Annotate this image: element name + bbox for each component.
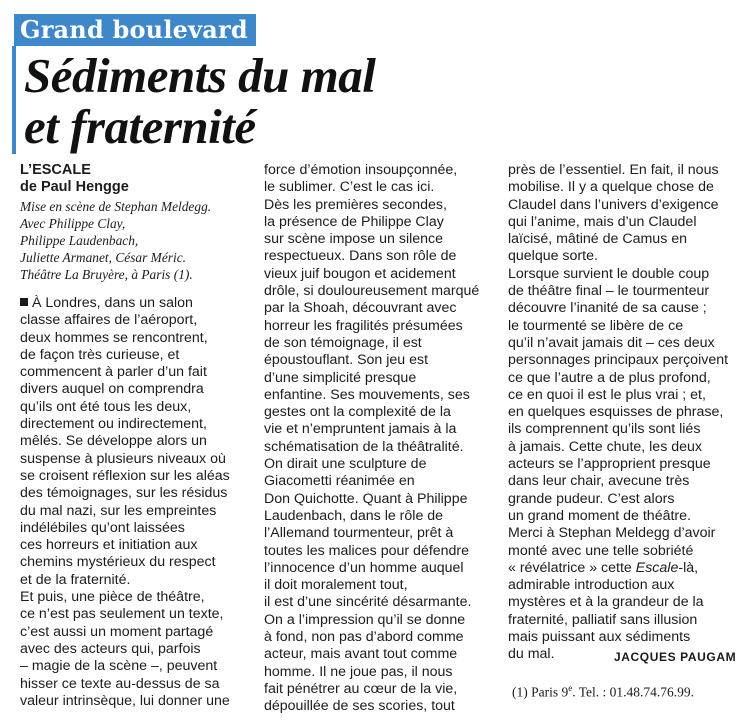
column-1-body xyxy=(20,295,242,710)
text-line: indélébiles qu’ont laissées xyxy=(20,519,185,536)
text-line: respectueux. Dans son rôle de xyxy=(264,248,457,265)
credit-line: Mise en scène de Stephan Meldegg. xyxy=(20,199,212,214)
text-line: fraternité, palliatif sans illusion xyxy=(508,611,698,628)
text-line: des témoignages, sur les résidus xyxy=(20,485,228,502)
text-line: époustouflant. Son jeu est xyxy=(264,352,429,369)
text-line: dépouillée de ses scories, tout xyxy=(264,698,455,715)
text-line: deux hommes se rencontrent, xyxy=(20,329,208,346)
text-fragment: -là, xyxy=(678,559,699,576)
text-line: ils comprennent qu’ils sont liés xyxy=(508,421,701,438)
text-line: l’innocence d’un homme auquel xyxy=(264,559,464,576)
text-line: On dirait une sculpture de xyxy=(264,456,427,473)
text-line: mêlés. Se développe alors un xyxy=(20,433,207,450)
text-line: qui l’anime, mais d’un Claudel xyxy=(508,213,697,230)
column-3-body xyxy=(508,162,730,664)
text-line: horreur les fragilités présumées xyxy=(264,317,463,334)
text-line: il doit moralement tout, xyxy=(264,577,408,594)
text-line: vieux juif bougon et acidement xyxy=(264,265,456,282)
text-line: un grand moment de théâtre. xyxy=(508,507,691,524)
text-line: avec des acteurs qui, parfois xyxy=(20,640,201,657)
text-line: d’une simplicité presque xyxy=(264,369,417,386)
footnote xyxy=(512,683,694,701)
text-line: mobilise. Il y a quelque chose de xyxy=(508,179,714,196)
paragraph-square-icon xyxy=(20,298,28,306)
play-name-italic: Escale xyxy=(635,559,679,576)
text-line: de son témoignage, il est xyxy=(264,334,422,351)
headline-line-2: et fraternité xyxy=(24,99,256,154)
column-2-body xyxy=(264,162,486,716)
text-line: du mal nazi, sur les empreintes xyxy=(20,502,217,519)
text-line: Lorsque survient le double coup xyxy=(508,265,710,282)
text-line: classe affaires de l’aéroport, xyxy=(20,312,198,329)
text-line: force d’émotion insoupçonnée, xyxy=(264,162,458,178)
text-line: ce n’est pas seulement un texte, xyxy=(20,606,224,623)
text-line: ces horreurs et initiation aux xyxy=(20,537,198,554)
play-credits xyxy=(20,198,242,283)
text-line: vie et n’empruntent jamais à la xyxy=(264,421,457,438)
text-line xyxy=(508,560,730,577)
text-line: hisser ce texte au-dessus de sa xyxy=(20,675,220,692)
article-headline xyxy=(24,50,375,152)
text-line: suspense à plusieurs niveaux où xyxy=(20,450,226,467)
text-line xyxy=(20,295,242,312)
text-line: à fond, non pas d’abord comme xyxy=(264,629,464,646)
text-line: chemins mystérieux du respect xyxy=(20,554,216,571)
text-line: ce que l’autre a de plus profond, xyxy=(508,369,711,386)
text-line: valeur intrinsèque, lui donner une xyxy=(20,692,230,709)
text-line: dans leur chair, avecune très xyxy=(508,473,690,490)
footnote-prefix: (1) Paris 9 xyxy=(512,684,569,700)
text-line: sur scène impose un silence xyxy=(264,231,444,248)
play-name: L’ESCALE xyxy=(20,162,91,178)
text-line: homme. Il ne joue pas, il nous xyxy=(264,663,453,680)
text-line: Merci à Stephan Meldegg d’avoir xyxy=(508,525,716,542)
text-line: qu’il n’avait jamais dit – ces deux xyxy=(508,334,715,351)
text-line: se croisent réflexion sur les aléas xyxy=(20,467,230,484)
text-line: monté avec une telle sobriété xyxy=(508,542,694,559)
text-line: admirable introduction aux xyxy=(508,577,675,594)
text-line: quelque sorte. xyxy=(508,248,598,265)
play-author: de Paul Hengge xyxy=(20,179,129,195)
author-signature: JACQUES PAUGAM xyxy=(614,650,737,664)
headline-line-1: Sédiments du mal xyxy=(24,48,376,103)
text-line: grande pudeur. C’est alors xyxy=(508,490,675,507)
text-line: divers auquel on comprendra xyxy=(20,381,204,398)
play-title xyxy=(20,162,242,196)
text-line: de théâtre final – le tourmenteur xyxy=(508,283,710,300)
text-line: il est d’une sincérité désarmante. xyxy=(264,594,472,611)
text-line: toutes les malices pour défendre xyxy=(264,542,470,559)
text-fragment: « révélatrice » cette xyxy=(508,559,636,576)
text-line: qu’ils ont été tous les deux, xyxy=(20,398,192,415)
text-line: Laudenbach, dans le rôle de xyxy=(264,507,444,524)
text-line: près de l’essentiel. En fait, il nous xyxy=(508,162,719,178)
text-line: Dès les premières secondes, xyxy=(264,196,447,213)
text-line: de façon très curieuse, et xyxy=(20,346,180,363)
text-line: On a l’impression qu’il se donne xyxy=(264,611,466,628)
text-line: – magie de la scène –, peuvent xyxy=(20,658,218,675)
credit-line: Philippe Laudenbach, xyxy=(20,233,139,248)
credit-line: Juliette Armanet, César Méric. xyxy=(20,250,186,265)
text-line: schématisation de la théâtralité. xyxy=(264,438,464,455)
column-3 xyxy=(508,162,730,664)
text-line: directement ou indirectement, xyxy=(20,416,207,433)
text-line: du mal. xyxy=(508,646,555,663)
section-rubric: Grand boulevard xyxy=(14,14,256,46)
text-line: le sublimer. C’est le cas ici. xyxy=(264,179,435,196)
text-line: gestes ont la complexité de la xyxy=(264,404,451,421)
text-line: commencent à parler d’un fait xyxy=(20,364,207,381)
text-fragment: À Londres, dans un salon xyxy=(32,295,193,311)
text-line: à jamais. Cette chute, les deux xyxy=(508,438,702,455)
text-line: personnages principaux perçoivent xyxy=(508,352,729,369)
text-line: la présence de Philippe Clay xyxy=(264,213,444,230)
text-line: mais puissant aux sédiments xyxy=(508,629,691,646)
text-line: enfantine. Ses mouvements, ses xyxy=(264,386,470,403)
text-line: l’Allemand tourmenteur, prêt à xyxy=(264,525,454,542)
credit-line: Théâtre La Bruyère, à Paris (1). xyxy=(20,267,193,282)
credit-line: Avec Philippe Clay, xyxy=(20,216,126,231)
text-line: Et puis, une pièce de théâtre, xyxy=(20,589,205,606)
rubric-accent-bar xyxy=(12,46,16,154)
text-line: en quelques esquisses de phrase, xyxy=(508,404,724,421)
text-line: mystères et à la grandeur de la xyxy=(508,594,704,611)
text-line: drôle, si douloureusement marqué xyxy=(264,283,480,300)
column-1 xyxy=(20,162,242,710)
text-line: acteurs se l’approprient presque xyxy=(508,456,711,473)
text-line: fait pénétrer au cœur de la vie, xyxy=(264,680,458,697)
column-2 xyxy=(264,162,486,716)
text-line: Giacometti réanimée en xyxy=(264,473,415,490)
text-line: Don Quichotte. Quant à Philippe xyxy=(264,490,468,507)
text-line: par la Shoah, découvrant avec xyxy=(264,300,457,317)
text-line: le tourmenté se libère de ce xyxy=(508,317,684,334)
text-line: et de la fraternité. xyxy=(20,571,131,588)
text-line: laïcisé, mâtiné de Camus en xyxy=(508,231,688,248)
text-line: ce en quoi il est le plus vrai ; et, xyxy=(508,386,706,403)
text-line: découvre l’inanité de sa cause ; xyxy=(508,300,707,317)
footnote-sup: e xyxy=(568,683,573,693)
text-line: acteur, mais avant tout comme xyxy=(264,646,458,663)
text-line: Claudel dans l’univers d’exigence xyxy=(508,196,719,213)
footnote-suffix: . Tel. : 01.48.74.76.99. xyxy=(572,684,695,700)
text-line: c’est aussi un moment partagé xyxy=(20,623,214,640)
